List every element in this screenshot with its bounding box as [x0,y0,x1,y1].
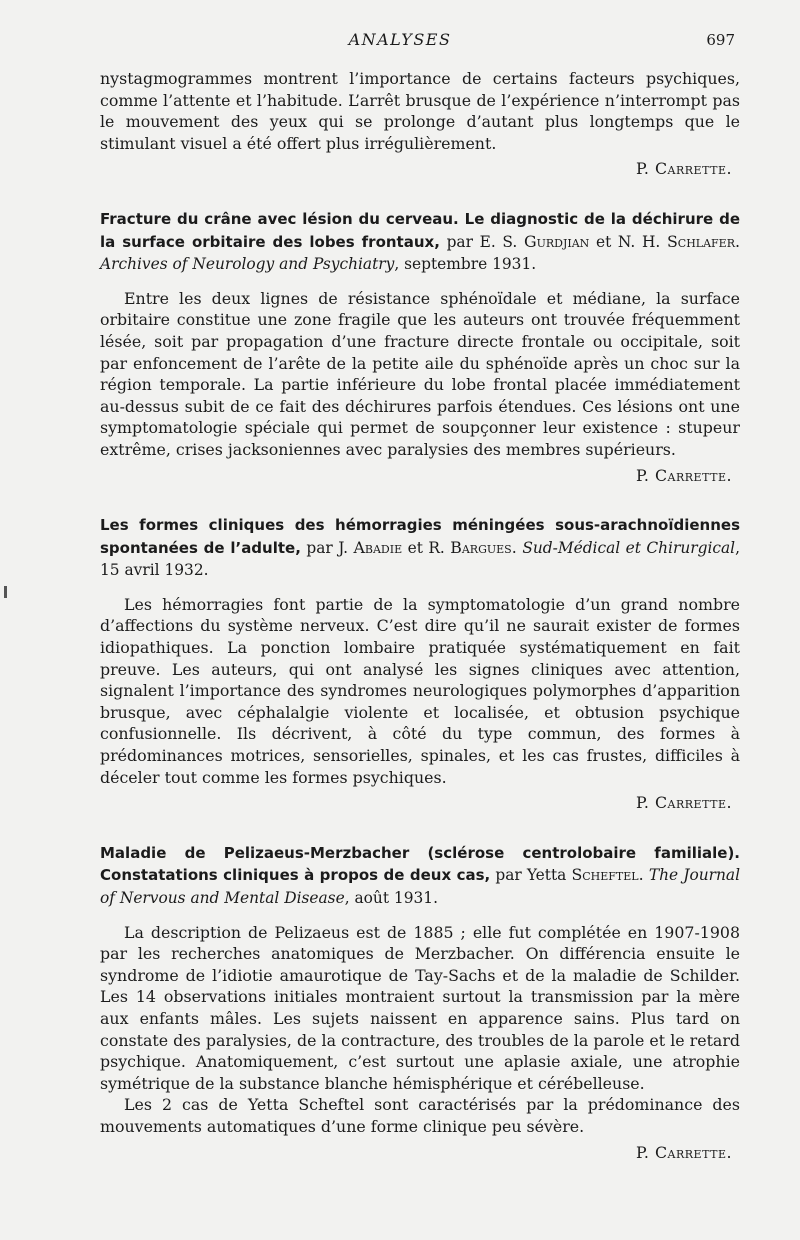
article-2-signature: P. Carrette. [635,793,732,813]
article-1-heading: Fracture du crâne avec lésion du cerveau. Le diagnostic de la déchirure de la surface orbitaire des lobes frontaux, par E. S. Gurdjian et N. H. Schlafer. Archives of Neurology and Psychiatry, septembre 1931. [100,209,741,274]
article-3-signature: P. Carrette. [635,1142,732,1162]
continuation-paragraph: nystagmogrammes montrent l’importance de certains facteurs psychiques, comme l’attente et l’habitude. L’arrêt brusque de l’expérience n’interrompt pas le mouvement des yeux qui se prolonge d’autant plus longtemps que le stimulant visuel a été offert plus irrégulièrement. [100,69,740,153]
article-1-author-1: Gurdjian [523,231,590,251]
article-2-source: Sud-Médical et Chirurgical [522,538,736,557]
continuation-signature: P. Carrette. [635,159,732,179]
article-2-body: Les hémorragies font partie de la symptomatologie d’un grand nombre d’affections du système nerveux. C’est dire qu’il ne saurait exister de formes idiopathiques. La ponction lombaire pratiquée systématiquement en fait preuve. Les auteurs, qui ont analysé les signes cliniques avec attention, signalent l’importance des syndromes neurologiques polymorphes d’apparition brusque, avec céphalalgie violente et localisée, et obtusion psychique confusionnelle. Ils décrivent, à côté du type commun, des formes à prédominances motrices, sensorielles, spinales, et les cas frustes, difficiles à déceler tout comme les formes psychiques. [100,594,740,787]
article-1 [100,208,740,486]
article-1-signature: P. Carrette. [635,465,732,485]
article-2-author-1: Abadie [353,537,403,557]
article-3-title: Maladie de Pelizaeus-Merzbacher (sclérose centrolobaire familiale). Constatations cliniques à propos de deux cas, [100,843,740,885]
article-3-heading: Maladie de Pelizaeus-Merzbacher (sclérose centrolobaire familiale). Constatations cliniques à propos de deux cas, par Yetta Scheftel. The Journal of Nervous and Mental Disease, août 1931. [100,843,740,907]
page-content [100,68,740,1163]
article-3-date: , août 1931. [344,889,438,907]
margin-mark [4,586,7,598]
article-3-body-2: Les 2 cas de Yetta Scheftel sont caractérisés par la prédominance des mouvements automatiques d’une forme clinique peu sévère. [100,1095,740,1136]
article-3-author-1: Scheftel [571,865,639,885]
article-3-body: La description de Pelizaeus est de 1885 ; elle fut complétée en 1907-1908 par les recherches anatomiques de Merzbacher. On différencia ensuite le syndrome de l’idiotie amaurotique de Tay-Sachs et de la maladie de Schilder. Les 14 observations initiales montraient surtout la transmission par la mère aux enfants mâles. Les sujets naissent en apparence sains. Plus tard on constate des paralysies, de la contracture, des troubles de la parole et le retard psychique. Anatomiquement, c’est surtout une aplasie axiale, une atrophie symétrique de la substance blanche hémisphérique et cérébelleuse. [100,922,740,1093]
article-2 [100,514,740,814]
page-number: 697 [706,31,735,49]
article-1-author-2: Schlafer [666,231,735,251]
article-3-source: The Journal of Nervous and Mental Disease [100,866,740,907]
running-header [0,30,800,54]
article-1-source: Archives of Neurology and Psychiatry [100,255,395,274]
article-3 [100,842,740,1163]
article-1-title: Fracture du crâne avec lésion du cerveau. Le diagnostic de la déchirure de la surface orbitaire des lobes frontaux, [100,209,740,251]
article-2-title: Les formes cliniques des hémorragies méningées sous-arachnoïdiennes spontanées de l’adulte, [100,516,740,557]
article-1-body: Entre les deux lignes de résistance sphénoïdale et médiane, la surface orbitaire constitue une zone fragile que les auteurs ont trouvée fréquemment lésée, soit par propagation d’une fracture directe frontale ou occipitale, soit par enfoncement de l’arête de la petite aile du sphénoïde après un choc sur la région temporale. La partie inférieure du lobe frontal placée immédiatement au-dessus subit de ce fait des déchirures parfois étendues. Ces lésions ont une symptomatologie spéciale qui permet de soupçonner leur existence : stupeur extrême, crises jacksoniennes avec paralysies des membres supérieurs. [100,288,740,459]
article-1-date: , septembre 1931. [394,255,537,274]
running-title: ANALYSES [348,30,452,49]
article-2-heading: Les formes cliniques des hémorragies méningées sous-arachnoïdiennes spontanées de l’adulte, par J. Abadie et R. Bargues. Sud-Médical et Chirurgical, 15 avril 1932. [100,516,740,580]
article-2-date: , 15 avril 1932. [100,538,740,580]
article-2-author-2: Bargues [450,537,512,557]
